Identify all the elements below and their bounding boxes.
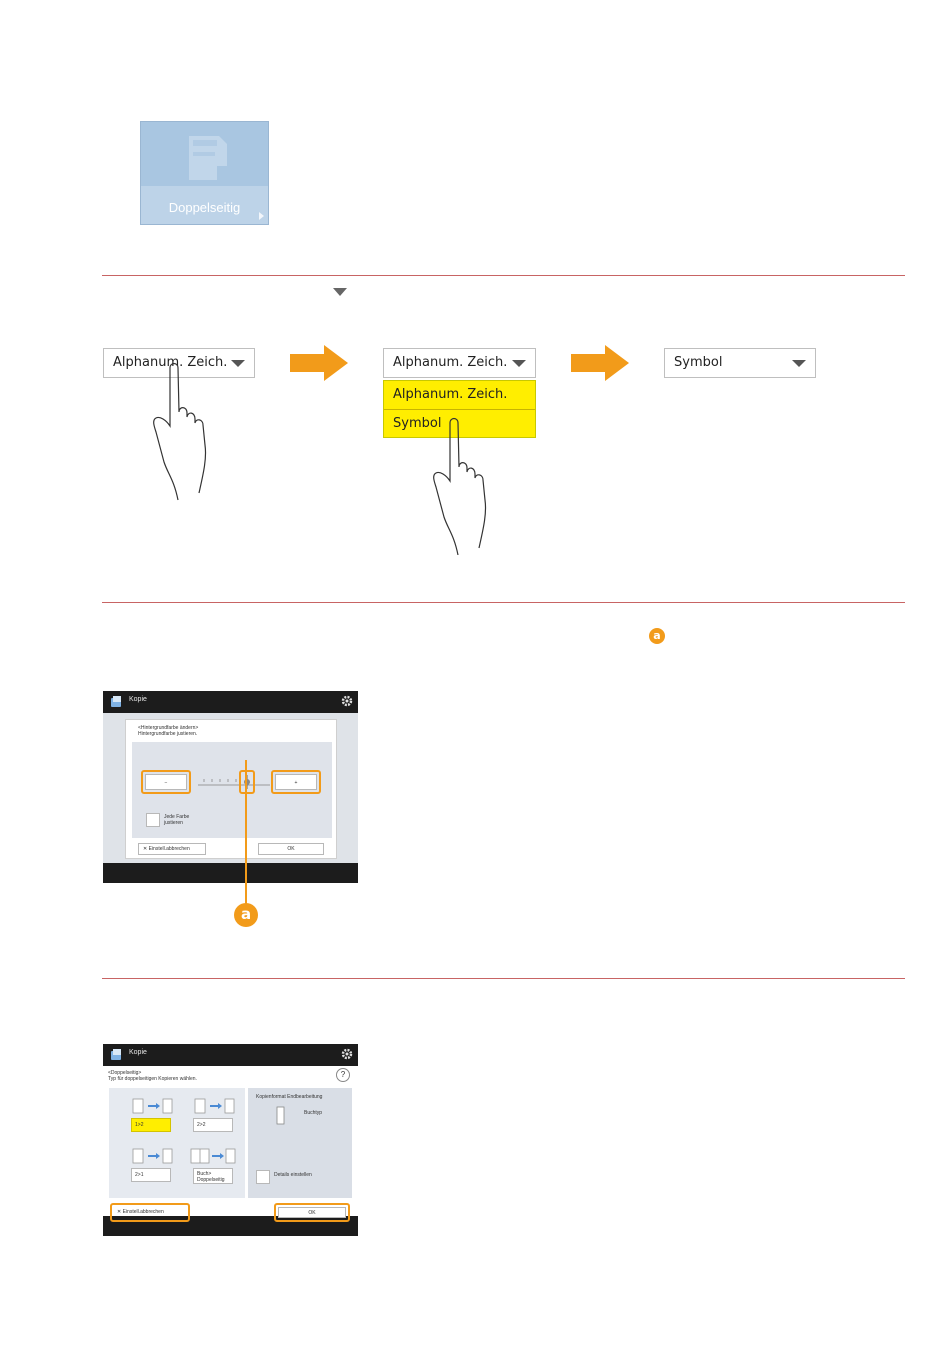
book-to-duplex-icon: [189, 1148, 237, 1164]
each-color-checkbox[interactable]: [146, 813, 160, 827]
section-divider: [102, 978, 905, 979]
gear-icon[interactable]: [341, 1048, 353, 1060]
reset-button-label: Einstell.abbrechen: [148, 846, 190, 852]
callout-badge-a-large: a: [234, 903, 258, 927]
options-panel: [109, 1088, 245, 1198]
dropdown-open-label: Alphanum. Zeich.: [393, 355, 508, 370]
reset-button[interactable]: [138, 843, 206, 855]
option-2-2-button[interactable]: 2>2: [193, 1118, 233, 1132]
reset-button-label: Einstell.abbrechen: [122, 1209, 164, 1215]
plus-highlight: [271, 770, 321, 794]
arrow-right-icon: [571, 345, 629, 381]
chevron-down-icon: [231, 360, 245, 367]
section-divider: [102, 275, 905, 276]
reset-button[interactable]: [114, 1207, 186, 1218]
tile-icon-area: [141, 122, 268, 186]
dropdown-option-alphanum[interactable]: Alphanum. Zeich.: [393, 387, 508, 402]
dropdown-open[interactable]: [383, 348, 536, 378]
one-to-two-icon: [131, 1098, 175, 1114]
minus-highlight: [141, 770, 191, 794]
callout-badge-a: a: [649, 628, 665, 644]
gear-icon[interactable]: [341, 695, 353, 707]
two-to-two-icon: [193, 1098, 237, 1114]
hand-pointer-icon: [140, 360, 230, 505]
dropdown-initial-label: Alphanum. Zeich.: [113, 355, 228, 370]
arrow-right-icon: [290, 345, 348, 381]
dialog-title: <Doppelseitig>: [108, 1070, 142, 1076]
option-2-1-button[interactable]: 2>1: [131, 1168, 171, 1182]
finishing-panel: [248, 1088, 352, 1198]
each-color-label: Jede Farbe justieren: [164, 814, 190, 826]
section-divider: [102, 602, 905, 603]
close-icon: ✕: [143, 846, 149, 852]
chevron-down-icon: [512, 360, 526, 367]
tile-label: Doppelseitig: [168, 200, 241, 215]
details-checkbox[interactable]: [256, 1170, 270, 1184]
finishing-title: Kopienformat Endbearbeitung: [256, 1094, 323, 1100]
page-orientation-icon: [276, 1106, 286, 1126]
minus-button[interactable]: −: [145, 774, 187, 790]
two-to-one-icon: [131, 1148, 175, 1164]
screen-title: Kopie: [129, 1049, 147, 1056]
option-1-2-button[interactable]: 1>2: [131, 1118, 171, 1132]
screen-title: Kopie: [129, 696, 147, 703]
dialog: [125, 719, 337, 859]
screen-header: [103, 691, 358, 713]
details-label: Details einstellen: [274, 1172, 312, 1178]
dropdown-result[interactable]: [664, 348, 816, 378]
duplex-page-icon: [141, 122, 268, 186]
ok-button[interactable]: OK: [258, 843, 324, 855]
screen-header: [103, 1044, 358, 1066]
tile-arrow-icon: [259, 212, 264, 220]
copy-app-icon: [109, 695, 123, 709]
option-book-duplex-button[interactable]: Buch> Doppelseitig: [193, 1168, 233, 1184]
close-icon: ✕: [117, 1209, 123, 1215]
dropdown-result-label: Symbol: [674, 355, 723, 370]
reset-highlight: [110, 1203, 190, 1222]
callout-leader-line: [236, 760, 256, 910]
dialog-subtitle: Typ für doppelseitigen Kopieren wählen.: [108, 1076, 197, 1082]
hand-pointer-icon: [420, 415, 510, 555]
ok-button[interactable]: OK: [278, 1207, 346, 1218]
doppelseitig-tile[interactable]: [140, 121, 269, 225]
screen-background-color: [103, 691, 358, 883]
dialog-title: <Hintergrundfarbe ändern>: [138, 725, 199, 731]
copy-app-icon: [109, 1048, 123, 1062]
finishing-value: Buchtyp: [304, 1110, 323, 1116]
dialog-subtitle: Hintergrundfarbe justieren.: [138, 731, 198, 737]
ok-highlight: [274, 1203, 350, 1222]
plus-button[interactable]: +: [275, 774, 317, 790]
chevron-down-icon: [792, 360, 806, 367]
help-button[interactable]: ?: [336, 1068, 350, 1082]
level-scale: [194, 776, 274, 790]
dropdown-option-symbol[interactable]: Symbol: [384, 409, 535, 437]
dropdown-triangle-icon: [333, 288, 347, 296]
screen-duplex: [103, 1044, 358, 1236]
